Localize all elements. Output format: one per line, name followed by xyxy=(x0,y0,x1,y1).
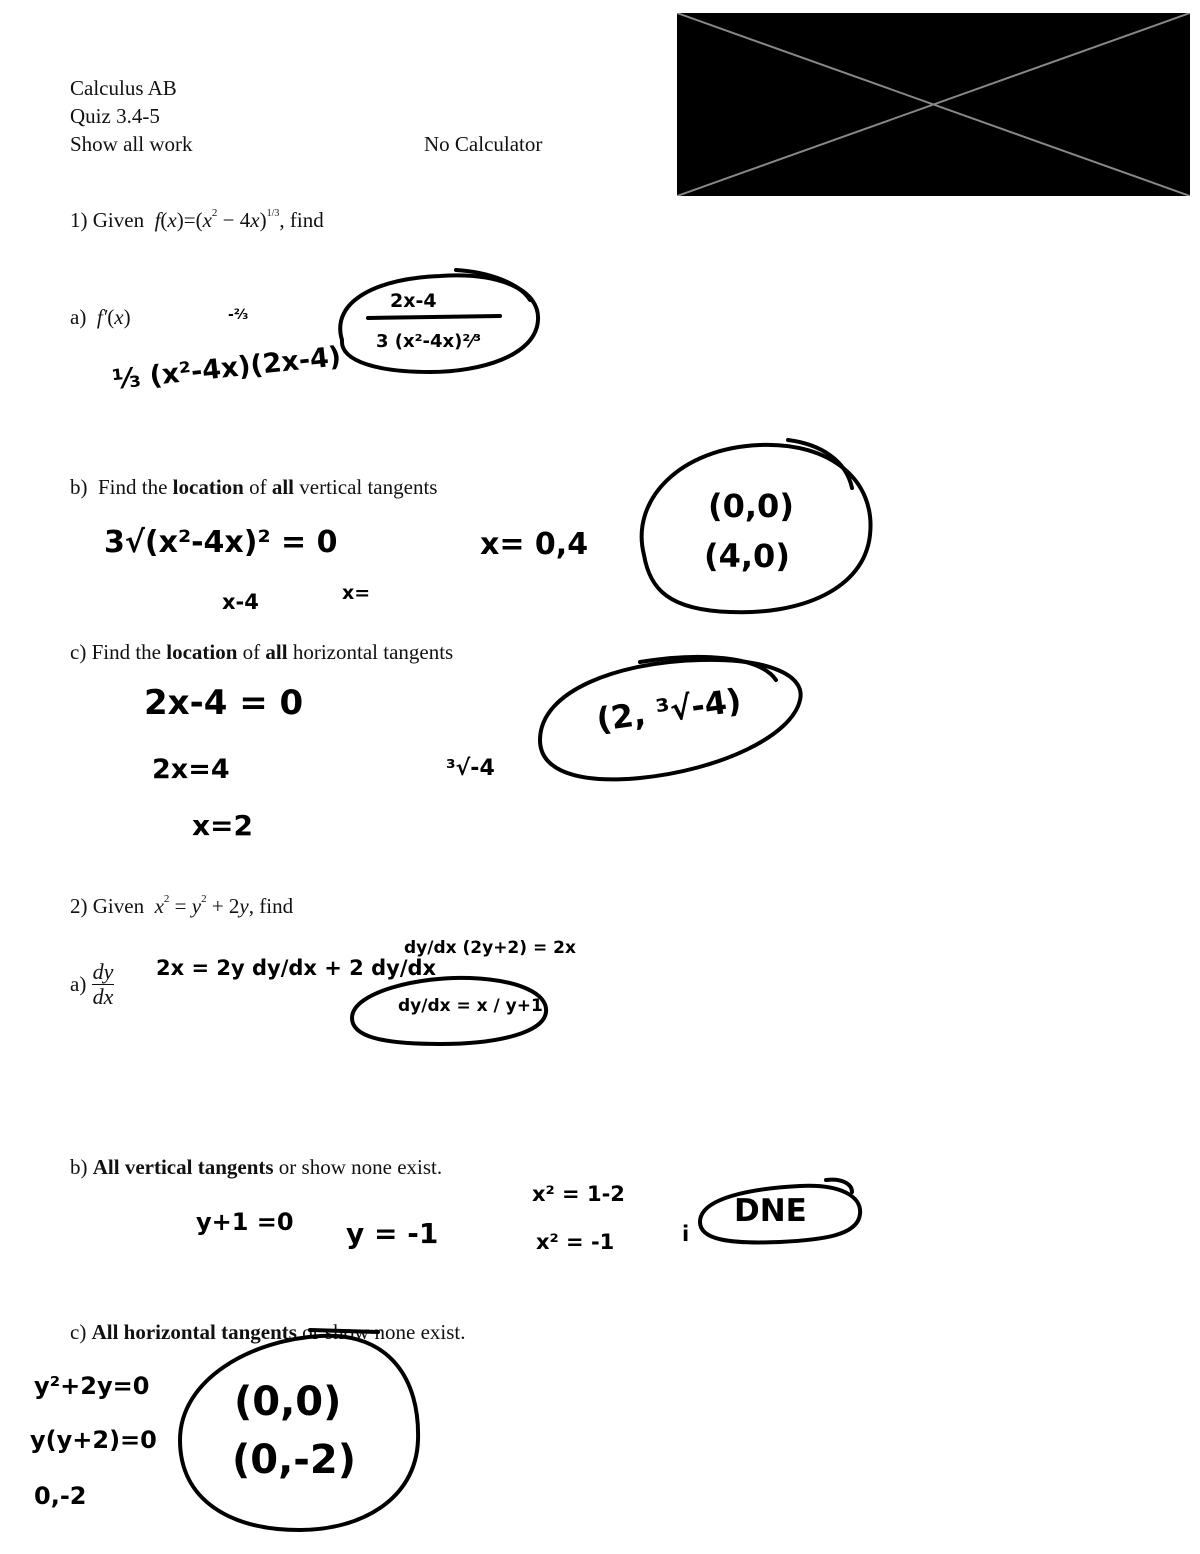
q2b-work-x-squared: x² = 1-2 xyxy=(532,1182,625,1206)
q2b-bold-text: All vertical tangents xyxy=(92,1155,274,1179)
q2b-prompt xyxy=(70,1157,442,1178)
q2a-work-differentiate: 2x = 2y dy/dx + 2 dy/dx xyxy=(156,956,437,980)
course-title: Calculus AB xyxy=(70,76,177,100)
q2-prompt xyxy=(70,893,294,918)
q1b-answer-circle xyxy=(642,445,871,612)
q2b-circle-tail xyxy=(826,1180,852,1192)
q1a-derivative-notation: f′(x) xyxy=(91,305,131,329)
quiz-title: Quiz 3.4-5 xyxy=(70,104,160,128)
q1c-work-equation: 2x-4 = 0 xyxy=(144,683,304,723)
q2a-work-factor: dy/dx (2y+2) = 2x xyxy=(404,938,576,958)
q2c-label: c) xyxy=(70,1320,87,1344)
q2b-work-x-squared-neg: x² = -1 xyxy=(536,1230,615,1254)
no-calculator-note: No Calculator xyxy=(424,132,543,156)
q2-prompt-prefix: 2) Given xyxy=(70,894,145,918)
q1a-fraction-bar xyxy=(368,316,500,318)
q1c-bold-location: location xyxy=(166,640,238,664)
q1c-answer-point: (2, ³√-4) xyxy=(594,681,744,739)
q1a-exponent: -⅔ xyxy=(228,307,249,323)
q1a-prompt xyxy=(70,307,131,328)
q2a-label: a) xyxy=(70,972,87,997)
q2b-work-eq: y+1 =0 xyxy=(196,1208,294,1236)
q1b-bold-all: all xyxy=(271,475,295,499)
redacted-image xyxy=(677,13,1190,196)
q1b-work-roots: x= 0,4 xyxy=(480,527,589,562)
q1c-text-pre: Find the xyxy=(91,640,161,664)
q2b-work-imaginary: i xyxy=(682,1222,690,1246)
q1b-label: b) xyxy=(70,475,88,499)
q2-equation: $x^2 = y^2 + 2y$ xyxy=(149,893,249,918)
q1-prompt-prefix: 1) Given xyxy=(70,208,145,232)
q2a-prompt xyxy=(70,960,114,1009)
q1c-text-post: horizontal tangents xyxy=(292,640,454,664)
q1a-circle-tail xyxy=(456,270,530,300)
q1b-answer-point1: (0,0) xyxy=(708,487,794,525)
q2c-answer-circle xyxy=(180,1336,418,1530)
q1b-text-pre: Find the xyxy=(98,475,168,499)
q1c-work-x: x=2 xyxy=(192,809,254,842)
q1-prompt xyxy=(70,207,324,232)
q2c-work-equation: y²+2y=0 xyxy=(34,1372,150,1400)
q1a-work: ⅓ (x²-4x)(2x-4) xyxy=(111,341,343,396)
q1c-work-step: 2x=4 xyxy=(152,754,230,785)
redaction-cross xyxy=(677,13,1190,196)
q1c-work-cuberoot: ³√-4 xyxy=(446,756,495,781)
q2b-text-post: or show none exist. xyxy=(278,1155,443,1179)
q1a-answer-circle xyxy=(340,275,538,372)
q1c-bold-all: all xyxy=(265,640,288,664)
instructions: Show all work xyxy=(70,132,193,156)
q1b-work-radical: 3√(x²-4x)² = 0 xyxy=(104,525,338,560)
q2c-answer-point2: (0,-2) xyxy=(232,1437,357,1483)
q1b-text-post: vertical tangents xyxy=(299,475,438,499)
q1c-label: c) xyxy=(70,640,87,664)
q1b-answer-point2: (4,0) xyxy=(704,537,790,575)
q1b-text-mid: of xyxy=(249,475,267,499)
q1a-label: a) xyxy=(70,305,87,329)
q2c-work-factored: y(y+2)=0 xyxy=(30,1426,157,1454)
q1c-circle-tail xyxy=(640,657,776,680)
q2c-text-post: or show none exist. xyxy=(302,1320,466,1344)
q1b-prompt xyxy=(70,477,437,498)
q2b-answer: DNE xyxy=(734,1193,807,1229)
q2c-answer-point1: (0,0) xyxy=(234,1379,342,1425)
q1a-answer-numerator: 2x-4 xyxy=(390,290,437,312)
q1b-bold-location: location xyxy=(172,475,244,499)
q1-function: $f(x)=(x^2 - 4x)^{1/3}$ xyxy=(149,207,280,232)
q2c-prompt xyxy=(70,1322,466,1343)
q2a-answer: dy/dx = x / y+1 xyxy=(398,996,543,1016)
q2a-dydx-fraction: $\frac{dy}{dx}$ xyxy=(92,959,114,1010)
q1a-answer-denominator: 3 (x²-4x)²⁄³ xyxy=(376,331,482,352)
q1c-prompt xyxy=(70,642,453,663)
q2c-bold-text: All horizontal tangents xyxy=(91,1320,297,1344)
q1b-work-x: x= xyxy=(342,582,371,604)
q1b-circle-tail xyxy=(788,440,852,488)
q2c-work-roots: 0,-2 xyxy=(34,1482,87,1510)
q1b-work-factor: x-4 xyxy=(222,590,259,614)
q2-prompt-suffix: , find xyxy=(248,894,294,918)
q1c-text-mid: of xyxy=(242,640,261,664)
q1-prompt-suffix: , find xyxy=(279,208,324,232)
q2b-work-y: y = -1 xyxy=(346,1217,439,1250)
q2b-label: b) xyxy=(70,1155,88,1179)
